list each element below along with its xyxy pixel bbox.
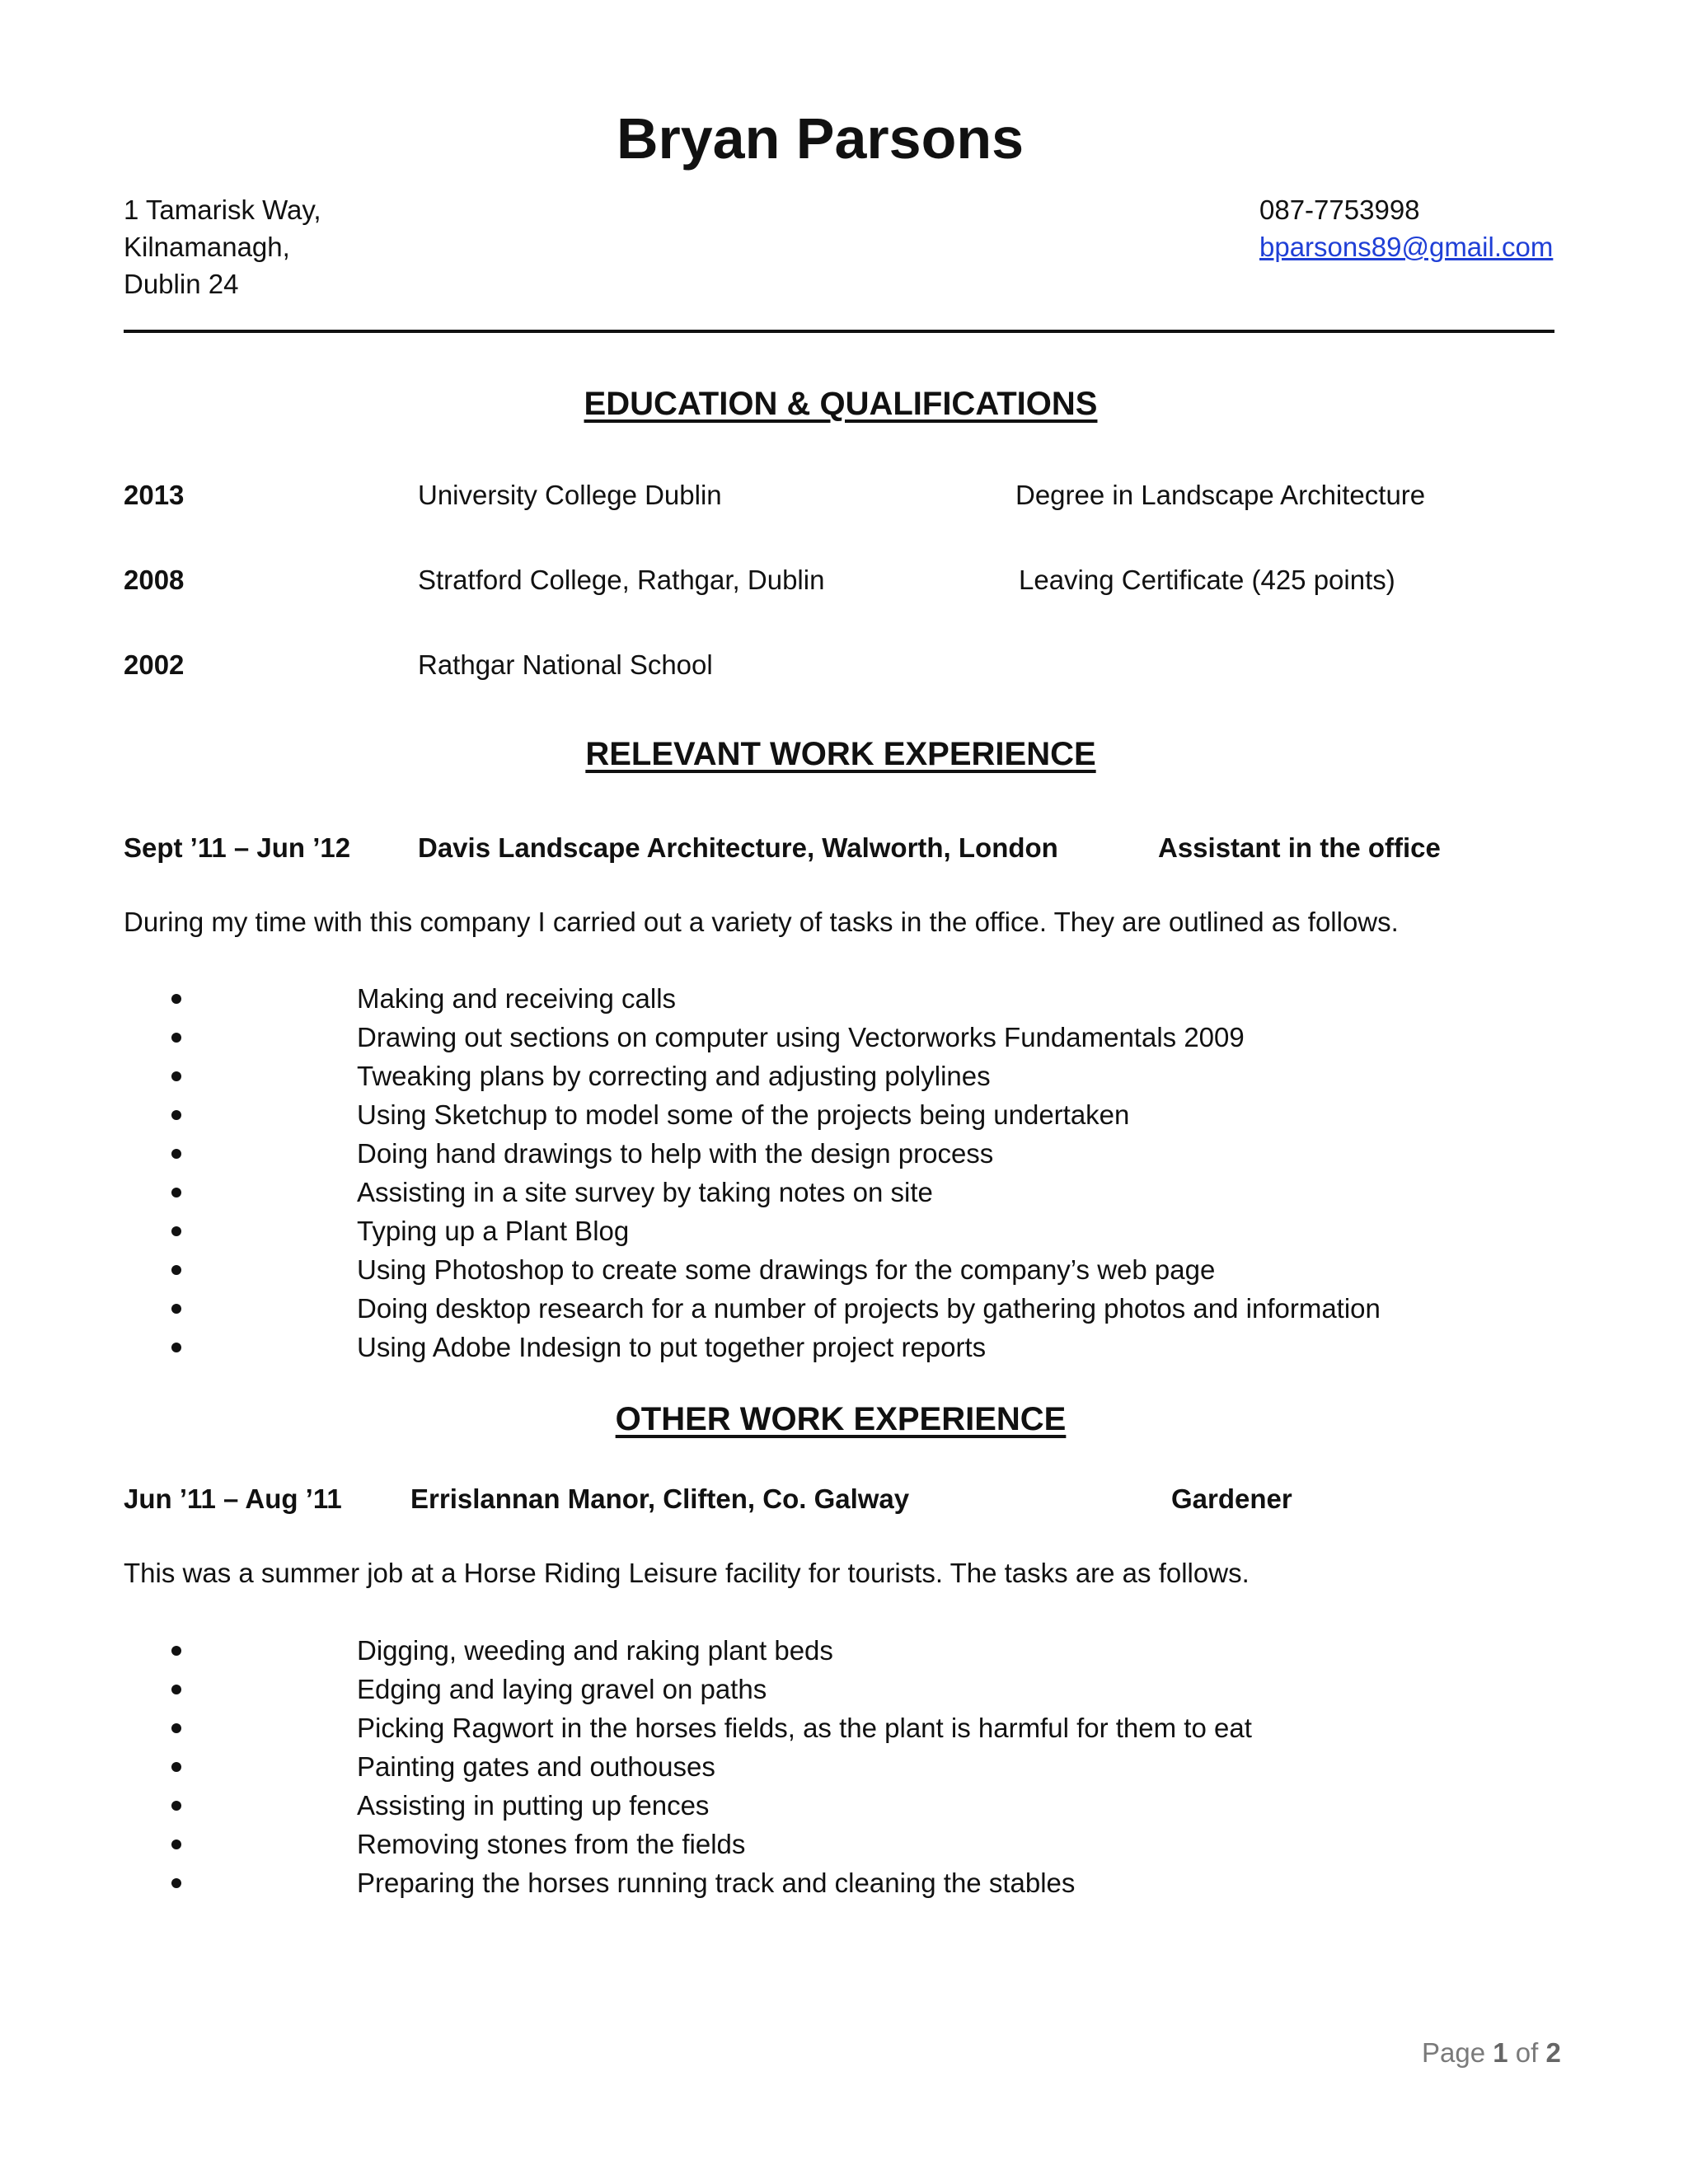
list-item: Doing hand drawings to help with the design process [0, 1134, 1688, 1173]
education-row [0, 649, 1688, 687]
postal-address [124, 191, 321, 302]
bullet-icon [171, 1762, 181, 1772]
education-qualification: Degree in Landscape Architecture [1015, 480, 1426, 510]
address-line: 1 Tamarisk Way, [124, 194, 321, 225]
list-item: Drawing out sections on computer using Vectorworks Fundamentals 2009 [0, 1018, 1688, 1057]
bullet-icon [171, 1840, 181, 1849]
list-item: Preparing the horses running track and cleaning the stables [0, 1863, 1688, 1902]
education-row [0, 565, 1688, 602]
phone-number: 087-7753998 [1259, 194, 1420, 225]
bullet-icon [171, 1188, 181, 1197]
bullet-icon [171, 1110, 181, 1120]
bullet-icon [171, 1343, 181, 1352]
bullet-icon [171, 1723, 181, 1733]
page-number: Page 1 of 2 [1422, 2037, 1561, 2068]
job-intro: This was a summer job at a Horse Riding Leisure facility for tourists. The tasks are as follows. [124, 1558, 1250, 1588]
list-item: Doing desktop research for a number of projects by gathering photos and information [0, 1289, 1688, 1328]
current-page: 1 [1493, 2037, 1508, 2068]
education-school: Rathgar National School [418, 649, 713, 680]
email-link[interactable]: bparsons89@gmail.com [1259, 232, 1554, 262]
list-item: Typing up a Plant Blog [0, 1212, 1688, 1250]
list-item: Edging and laying gravel on paths [0, 1670, 1688, 1708]
other-experience-heading: OTHER WORK EXPERIENCE [615, 1401, 1067, 1437]
list-item: Assisting in putting up fences [0, 1786, 1688, 1825]
job-employer: Davis Landscape Architecture, Walworth, London [418, 832, 1058, 863]
education-year: 2013 [124, 480, 185, 510]
education-qualification: Leaving Certificate (425 points) [1019, 565, 1395, 595]
list-item: Removing stones from the fields [0, 1825, 1688, 1863]
job-employer: Errislannan Manor, Cliften, Co. Galway [410, 1483, 910, 1514]
job-role: Assistant in the office [1158, 832, 1441, 863]
address-line: Dublin 24 [124, 269, 239, 299]
total-pages: 2 [1545, 2037, 1561, 2068]
bullet-icon [171, 1878, 181, 1888]
bullet-icon [171, 1226, 181, 1236]
address-line: Kilnamanagh, [124, 232, 290, 262]
bullet-icon [171, 994, 181, 1004]
list-item: Using Photoshop to create some drawings for the company’s web page [0, 1250, 1688, 1289]
bullet-icon [171, 1265, 181, 1275]
education-year: 2008 [124, 565, 185, 595]
job-row [0, 832, 1688, 869]
candidate-name: Bryan Parsons [616, 106, 1025, 171]
education-row [0, 480, 1688, 517]
bullet-icon [171, 1304, 181, 1314]
education-school: Stratford College, Rathgar, Dublin [418, 565, 825, 595]
education-school: University College Dublin [418, 480, 722, 510]
list-item: Making and receiving calls [0, 979, 1688, 1018]
bullet-icon [171, 1149, 181, 1159]
list-item: Digging, weeding and raking plant beds [0, 1631, 1688, 1670]
relevant-task-list [0, 979, 1688, 1366]
relevant-experience-heading: RELEVANT WORK EXPERIENCE [585, 736, 1096, 772]
job-dates: Sept ’11 – Jun ’12 [124, 832, 351, 863]
bullet-icon [171, 1646, 181, 1656]
job-intro: During my time with this company I carried out a variety of tasks in the office. They are outlined as follows. [124, 907, 1399, 937]
job-dates: Jun ’11 – Aug ’11 [124, 1483, 342, 1514]
bullet-icon [171, 1801, 181, 1811]
list-item: Using Adobe Indesign to put together project reports [0, 1328, 1688, 1366]
list-item: Tweaking plans by correcting and adjusting polylines [0, 1057, 1688, 1095]
bullet-icon [171, 1071, 181, 1081]
other-task-list [0, 1631, 1688, 1902]
list-item: Using Sketchup to model some of the projects being undertaken [0, 1095, 1688, 1134]
list-item: Assisting in a site survey by taking notes on site [0, 1173, 1688, 1212]
list-item: Picking Ragwort in the horses fields, as the plant is harmful for them to eat [0, 1708, 1688, 1747]
bullet-icon [171, 1033, 181, 1043]
contact-details [1259, 191, 1553, 265]
job-role: Gardener [1171, 1483, 1292, 1514]
bullet-icon [171, 1685, 181, 1694]
header-divider [124, 330, 1554, 333]
education-year: 2002 [124, 649, 185, 680]
job-row [0, 1483, 1688, 1521]
list-item: Painting gates and outhouses [0, 1747, 1688, 1786]
education-heading: EDUCATION & QUALIFICATIONS [584, 386, 1098, 422]
